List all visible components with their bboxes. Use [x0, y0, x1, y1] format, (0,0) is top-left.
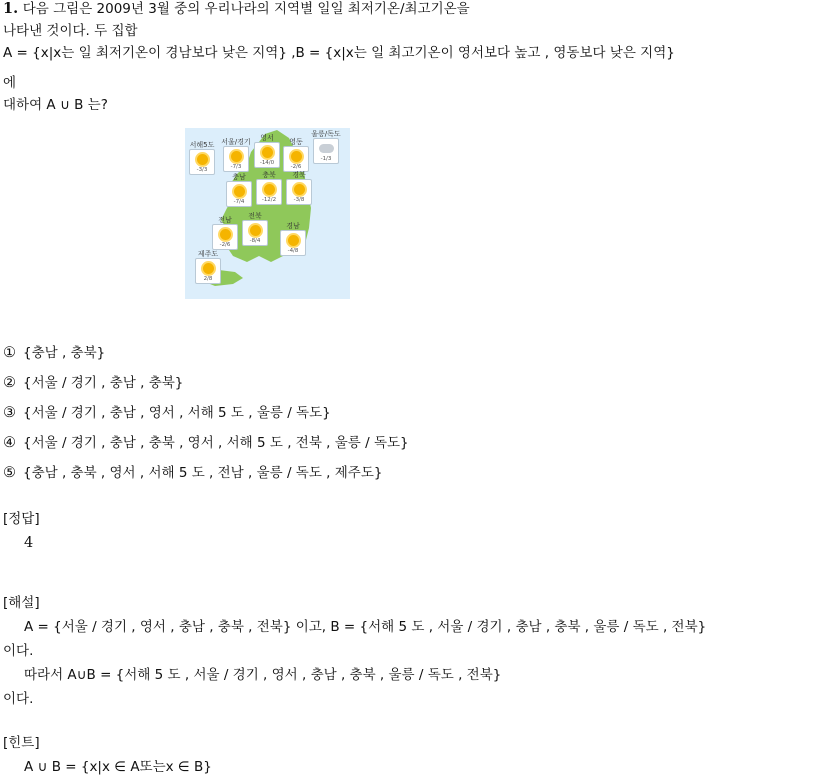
option-5[interactable]: ⑤ {충남 , 충북 , 영서 , 서해 5 도 , 전남 , 울릉 / 독도 , 제주도}: [3, 465, 383, 481]
region-temp: -12/2: [261, 197, 277, 203]
region-label: 경남: [286, 222, 300, 230]
region-weather-box: [313, 138, 339, 164]
region-weather-box: [254, 142, 280, 168]
cloud-icon: [319, 144, 334, 153]
question-line-1: [3, 0, 470, 18]
region-label: 경북: [292, 171, 306, 179]
question-line-3: A = {x|x는 일 최저기온이 경남보다 낮은 지역} ,B = {x|x는 일 최고기온이 영서보다 높고 , 영동보다 낮은 지역}: [3, 45, 675, 61]
sun-icon: [250, 225, 261, 236]
question-number: 1.: [3, 0, 19, 17]
question-line-2: 나타낸 것이다. 두 집합: [3, 23, 138, 39]
region-temp: -2/6: [219, 242, 231, 248]
region-label: 서해5도: [189, 141, 215, 149]
region-weather-box: [283, 146, 309, 172]
question-text-1: 다음 그림은 2009년 3월 중의 우리나라의 지역별 일일 최저기온/최고기온을: [22, 1, 470, 17]
option-3[interactable]: ③ {서울 / 경기 , 충남 , 영서 , 서해 5 도 , 울릉 / 독도}: [3, 405, 331, 421]
explanation-label: [해설]: [3, 595, 40, 611]
explanation-line-1: A = {서울 / 경기 , 영서 , 충남 , 충북 , 전북} 이고, B = {서해 5 도 , 서울 / 경기 , 충남 , 충북 , 울릉 / 독도 , 전북}: [24, 619, 707, 635]
answer-value: 4: [24, 535, 34, 551]
region-label: 충남: [232, 173, 246, 181]
region-label: 제주도: [197, 250, 219, 258]
region-weather-box: [280, 230, 306, 256]
region-label: 울릉/독도: [311, 130, 341, 138]
question-line-4: 에: [3, 75, 17, 91]
region-weather-box: [195, 258, 221, 284]
region-label: 서울/경기: [221, 138, 251, 146]
sun-icon: [203, 263, 214, 274]
weather-map: [185, 128, 350, 299]
region-label: 충북: [262, 171, 276, 179]
region-label: 영동: [289, 138, 303, 146]
region-temp: -3/3: [196, 167, 208, 173]
region-label: 전남: [218, 216, 232, 224]
region-temp: -1/3: [320, 156, 332, 162]
hint-line-1: A ∪ B = {x|x ∈ A또는x ∈ B}: [24, 759, 212, 775]
region-weather-box: [223, 146, 249, 172]
region-label: 영서: [260, 134, 274, 142]
region-weather-box: [226, 181, 252, 207]
region-temp: -3/8: [293, 197, 305, 203]
option-1[interactable]: ① {충남 , 충북}: [3, 345, 106, 361]
region-temp: -7/3: [230, 164, 242, 170]
region-weather-box: [242, 220, 268, 246]
region-temp: -14/0: [259, 160, 275, 166]
explanation-line-2: 이다.: [3, 643, 34, 659]
answer-label: [정답]: [3, 511, 40, 527]
region-temp: -8/4: [249, 238, 261, 244]
sun-icon: [288, 235, 299, 246]
region-temp: -7/4: [233, 199, 245, 205]
explanation-line-3: 따라서 A∪B = {서해 5 도 , 서울 / 경기 , 영서 , 충남 , 충북 , 울릉 / 독도 , 전북}: [24, 667, 502, 683]
region-weather-box: [212, 224, 238, 250]
option-4[interactable]: ④ {서울 / 경기 , 충남 , 충북 , 영서 , 서해 5 도 , 전북 , 울릉 / 독도}: [3, 435, 409, 451]
explanation-line-4: 이다.: [3, 691, 34, 707]
hint-label: [힌트]: [3, 735, 40, 751]
region-temp: -4/8: [287, 248, 299, 254]
region-weather-box: [286, 179, 312, 205]
region-weather-box: [189, 149, 215, 175]
region-label: 전북: [248, 212, 262, 220]
sun-icon: [234, 186, 245, 197]
question-line-5: 대하여 A ∪ B 는?: [3, 97, 108, 113]
sun-icon: [294, 184, 305, 195]
sun-icon: [291, 151, 302, 162]
option-2[interactable]: ② {서울 / 경기 , 충남 , 충북}: [3, 375, 184, 391]
region-temp: 2/8: [203, 276, 213, 282]
region-weather-box: [256, 179, 282, 205]
sun-icon: [264, 184, 275, 195]
sun-icon: [197, 154, 208, 165]
sun-icon: [220, 229, 231, 240]
sun-icon: [231, 151, 242, 162]
region-temp: -2/6: [290, 164, 302, 170]
sun-icon: [262, 147, 273, 158]
